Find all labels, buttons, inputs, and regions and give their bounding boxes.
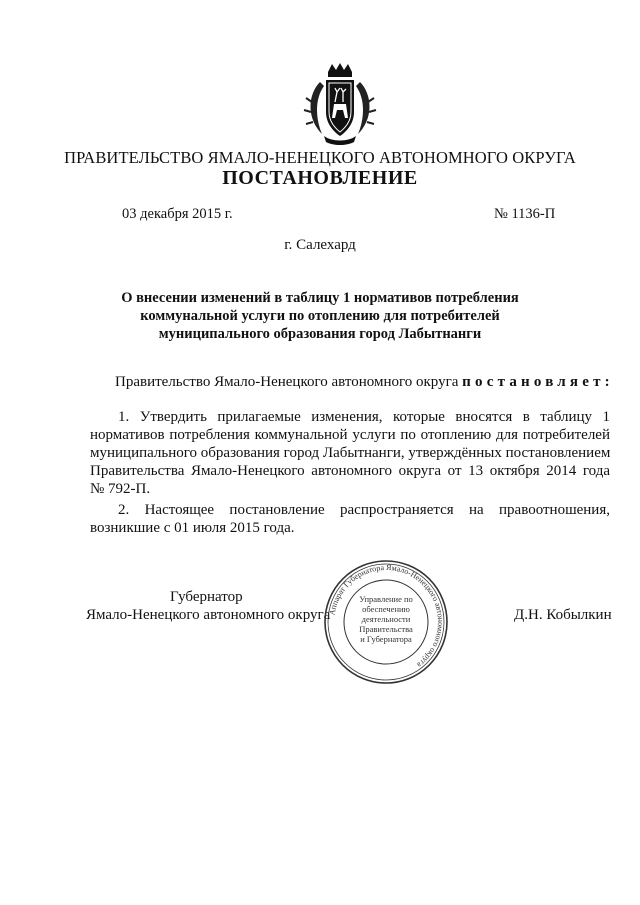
paragraph-line: 1. Утвердить прилагаемые изменения, которые вносятся в таблицу 1 [118,409,610,425]
paragraph-line: 2. Настоящее постановление распространяется на правоотношения, [118,502,610,518]
stamp-inner-line: деятельности [361,614,411,624]
stamp-inner-line: обеспечению [362,604,410,614]
paragraph-1 [90,408,610,498]
preamble [115,374,614,391]
signature-organization: Ямало-Ненецкого автономного округа [86,607,331,623]
paragraph-2 [90,501,610,537]
paragraph-line: нормативов потребления коммунальной услуги по отоплению для потребителей [90,427,610,443]
signature-title: Губернатор [170,589,243,605]
document-number: № 1136-П [494,206,556,222]
document-type: ПОСТАНОВЛЕНИЕ [222,167,418,189]
coat-of-arms-icon [302,62,378,146]
stamp-inner-line: Правительства [359,624,413,634]
stamp-inner-line: и Губернатора [360,634,412,644]
document-city: г. Салехард [284,237,356,253]
stamp-ring-text: Аппарат Губернатора Ямало-Ненецкого автономного округа [327,562,446,670]
preamble-text: Правительство Ямало-Ненецкого автономного округа [115,374,459,390]
document-title [118,289,522,343]
document-date: 03 декабря 2015 г. [122,206,233,222]
paragraph-line: возникшие с 01 июля 2015 года. [90,520,295,536]
signatory-name: Д.Н. Кобылкин [514,607,612,623]
title-line: коммунальной услуги по отоплению для потребителей [140,308,500,324]
official-stamp [322,558,450,686]
government-name: ПРАВИТЕЛЬСТВО ЯМАЛО-НЕНЕЦКОГО АВТОНОМНОГО ОКРУГА [64,148,576,167]
paragraph-line: Правительства Ямало-Ненецкого автономного округа от 13 октября 2014 года [90,463,610,479]
title-line: О внесении изменений в таблицу 1 нормативов потребления [121,290,519,306]
stamp-inner-line: Управление по [359,594,413,604]
decree-word: постановляет: [462,374,614,390]
paragraph-line: муниципального образования город Лабытнанги, утверждённых постановлением [90,445,611,461]
paragraph-line: № 792-П. [90,481,151,497]
title-line: муниципального образования город Лабытнанги [158,326,482,342]
